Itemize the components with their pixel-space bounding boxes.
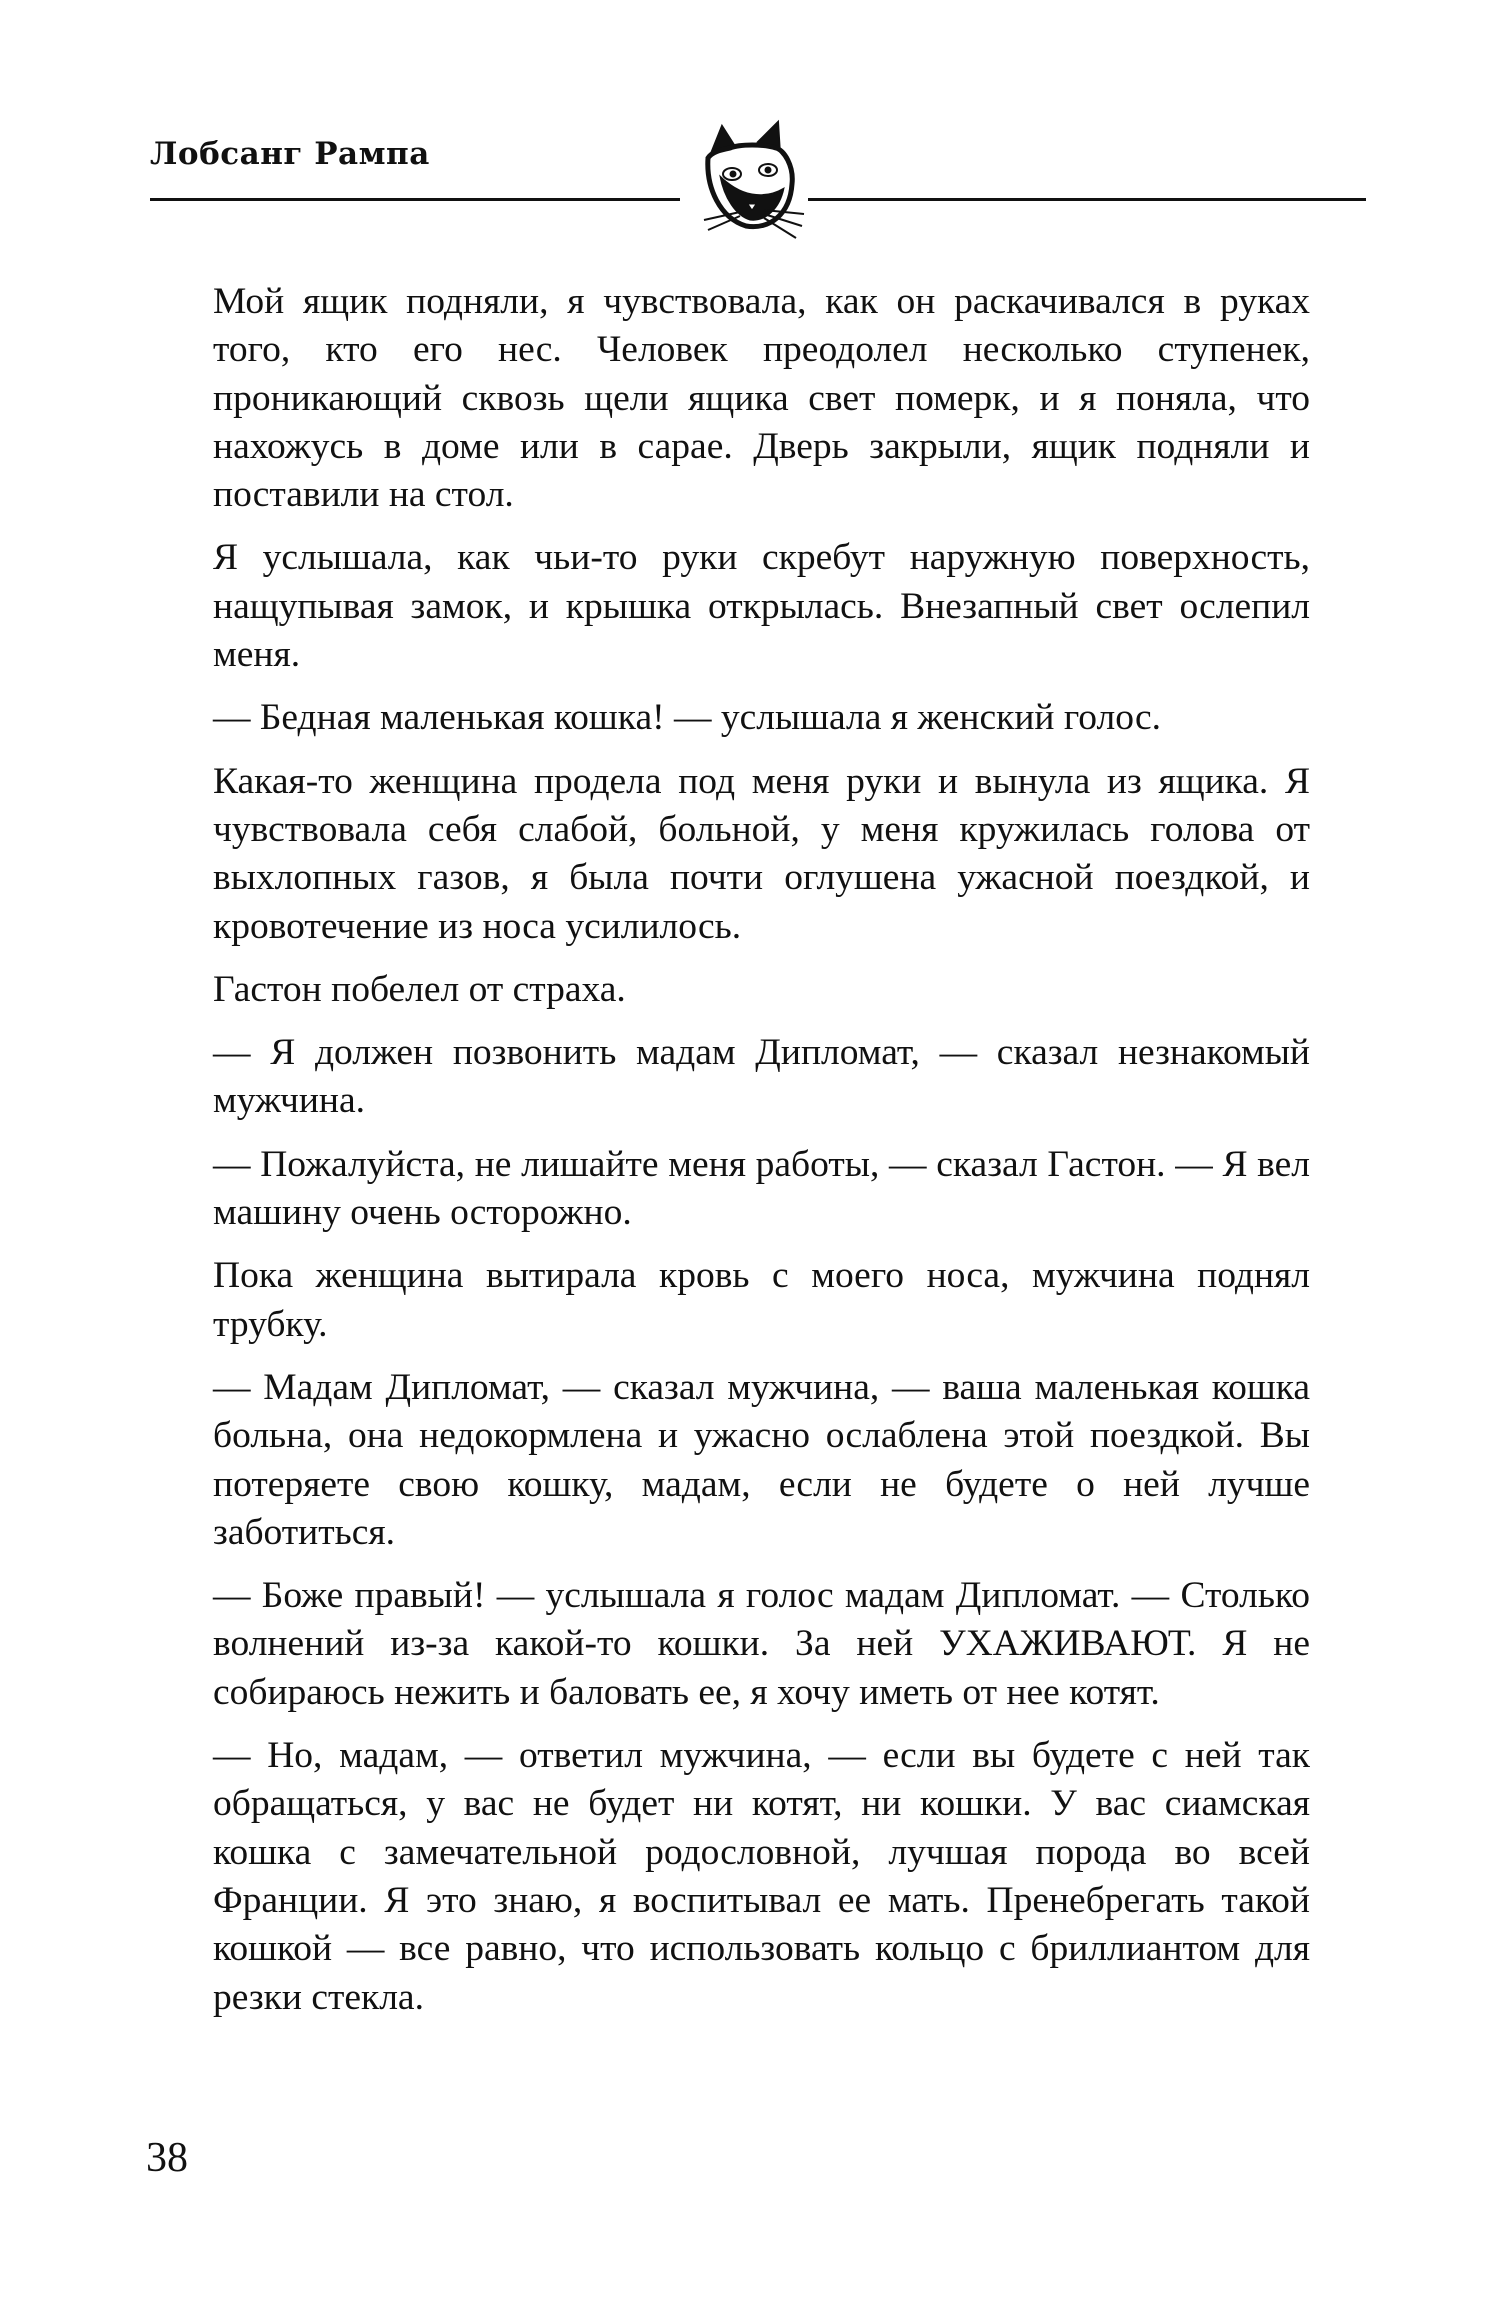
paragraph: — Я должен позвонить мадам Дипломат, — сказал незнакомый мужчина. xyxy=(213,1032,1310,1122)
cat-head-icon xyxy=(680,118,820,248)
paragraph: — Но, мадам, — ответил мужчина, — если вы будете с ней так обращаться, у вас не будет ни котят, ни кошки. У вас сиамская кошка с замечательной родословной, лучшая порода во всей Франции. Я это знаю, я воспитывал ее мать. Пренебрегать такой кошкой — все равно, что использовать кольцо с бриллиантом для резки стекла. xyxy=(213,1735,1310,2018)
page-header xyxy=(0,0,1506,240)
paragraph: — Мадам Дипломат, — сказал мужчина, — ваша маленькая кошка больна, она недокормлена и ужасно ослаблена этой поездкой. Вы потеряете свою кошку, мадам, если не будете о ней лучше заботиться. xyxy=(213,1366,1310,1553)
paragraph: Мой ящик подняли, я чувствовала, как он раскачивался в руках того, кто его нес. Человек преодолел несколько ступенек, проникающий сквозь щели ящика свет померк, и я поняла, что нахожусь в доме или в сарае. Дверь закрыли, ящик подняли и поставили на стол. xyxy=(213,281,1310,516)
page-number: 38 xyxy=(146,2135,188,2181)
paragraph: — Пожалуйста, не лишайте меня работы, — сказал Гастон. — Я вел машину очень осторожно. xyxy=(213,1143,1310,1234)
paragraph: Пока женщина вытирала кровь с моего носа, мужчина поднял трубку. xyxy=(213,1255,1310,1345)
paragraph: Гастон побелел от страха. xyxy=(213,968,626,1010)
body-text xyxy=(213,278,1310,2037)
paragraph: Я услышала, как чьи-то руки скребут наружную поверхность, нащупывая замок, и крышка открылась. Внезапный свет ослепил меня. xyxy=(213,537,1310,676)
paragraph: Какая-то женщина продела под меня руки и вынула из ящика. Я чувствовала себя слабой, больной, у меня кружилась голова от выхлопных газов, я была почти оглушена ужасной поездкой, и кровотечение из носа усилилось. xyxy=(213,760,1310,947)
header-rule-right xyxy=(808,198,1366,201)
paragraph: — Бедная маленькая кошка! — услышала я женский голос. xyxy=(213,697,1161,739)
header-rule-left xyxy=(150,198,680,201)
running-head-author: Лобсанг Рампа xyxy=(150,136,430,172)
paragraph: — Боже правый! — услышала я голос мадам Дипломат. — Столько волнений из-за какой-то кошки. За ней УХАЖИВАЮТ. Я не собираюсь нежить и баловать ее, я хочу иметь от нее котят. xyxy=(213,1575,1310,1713)
